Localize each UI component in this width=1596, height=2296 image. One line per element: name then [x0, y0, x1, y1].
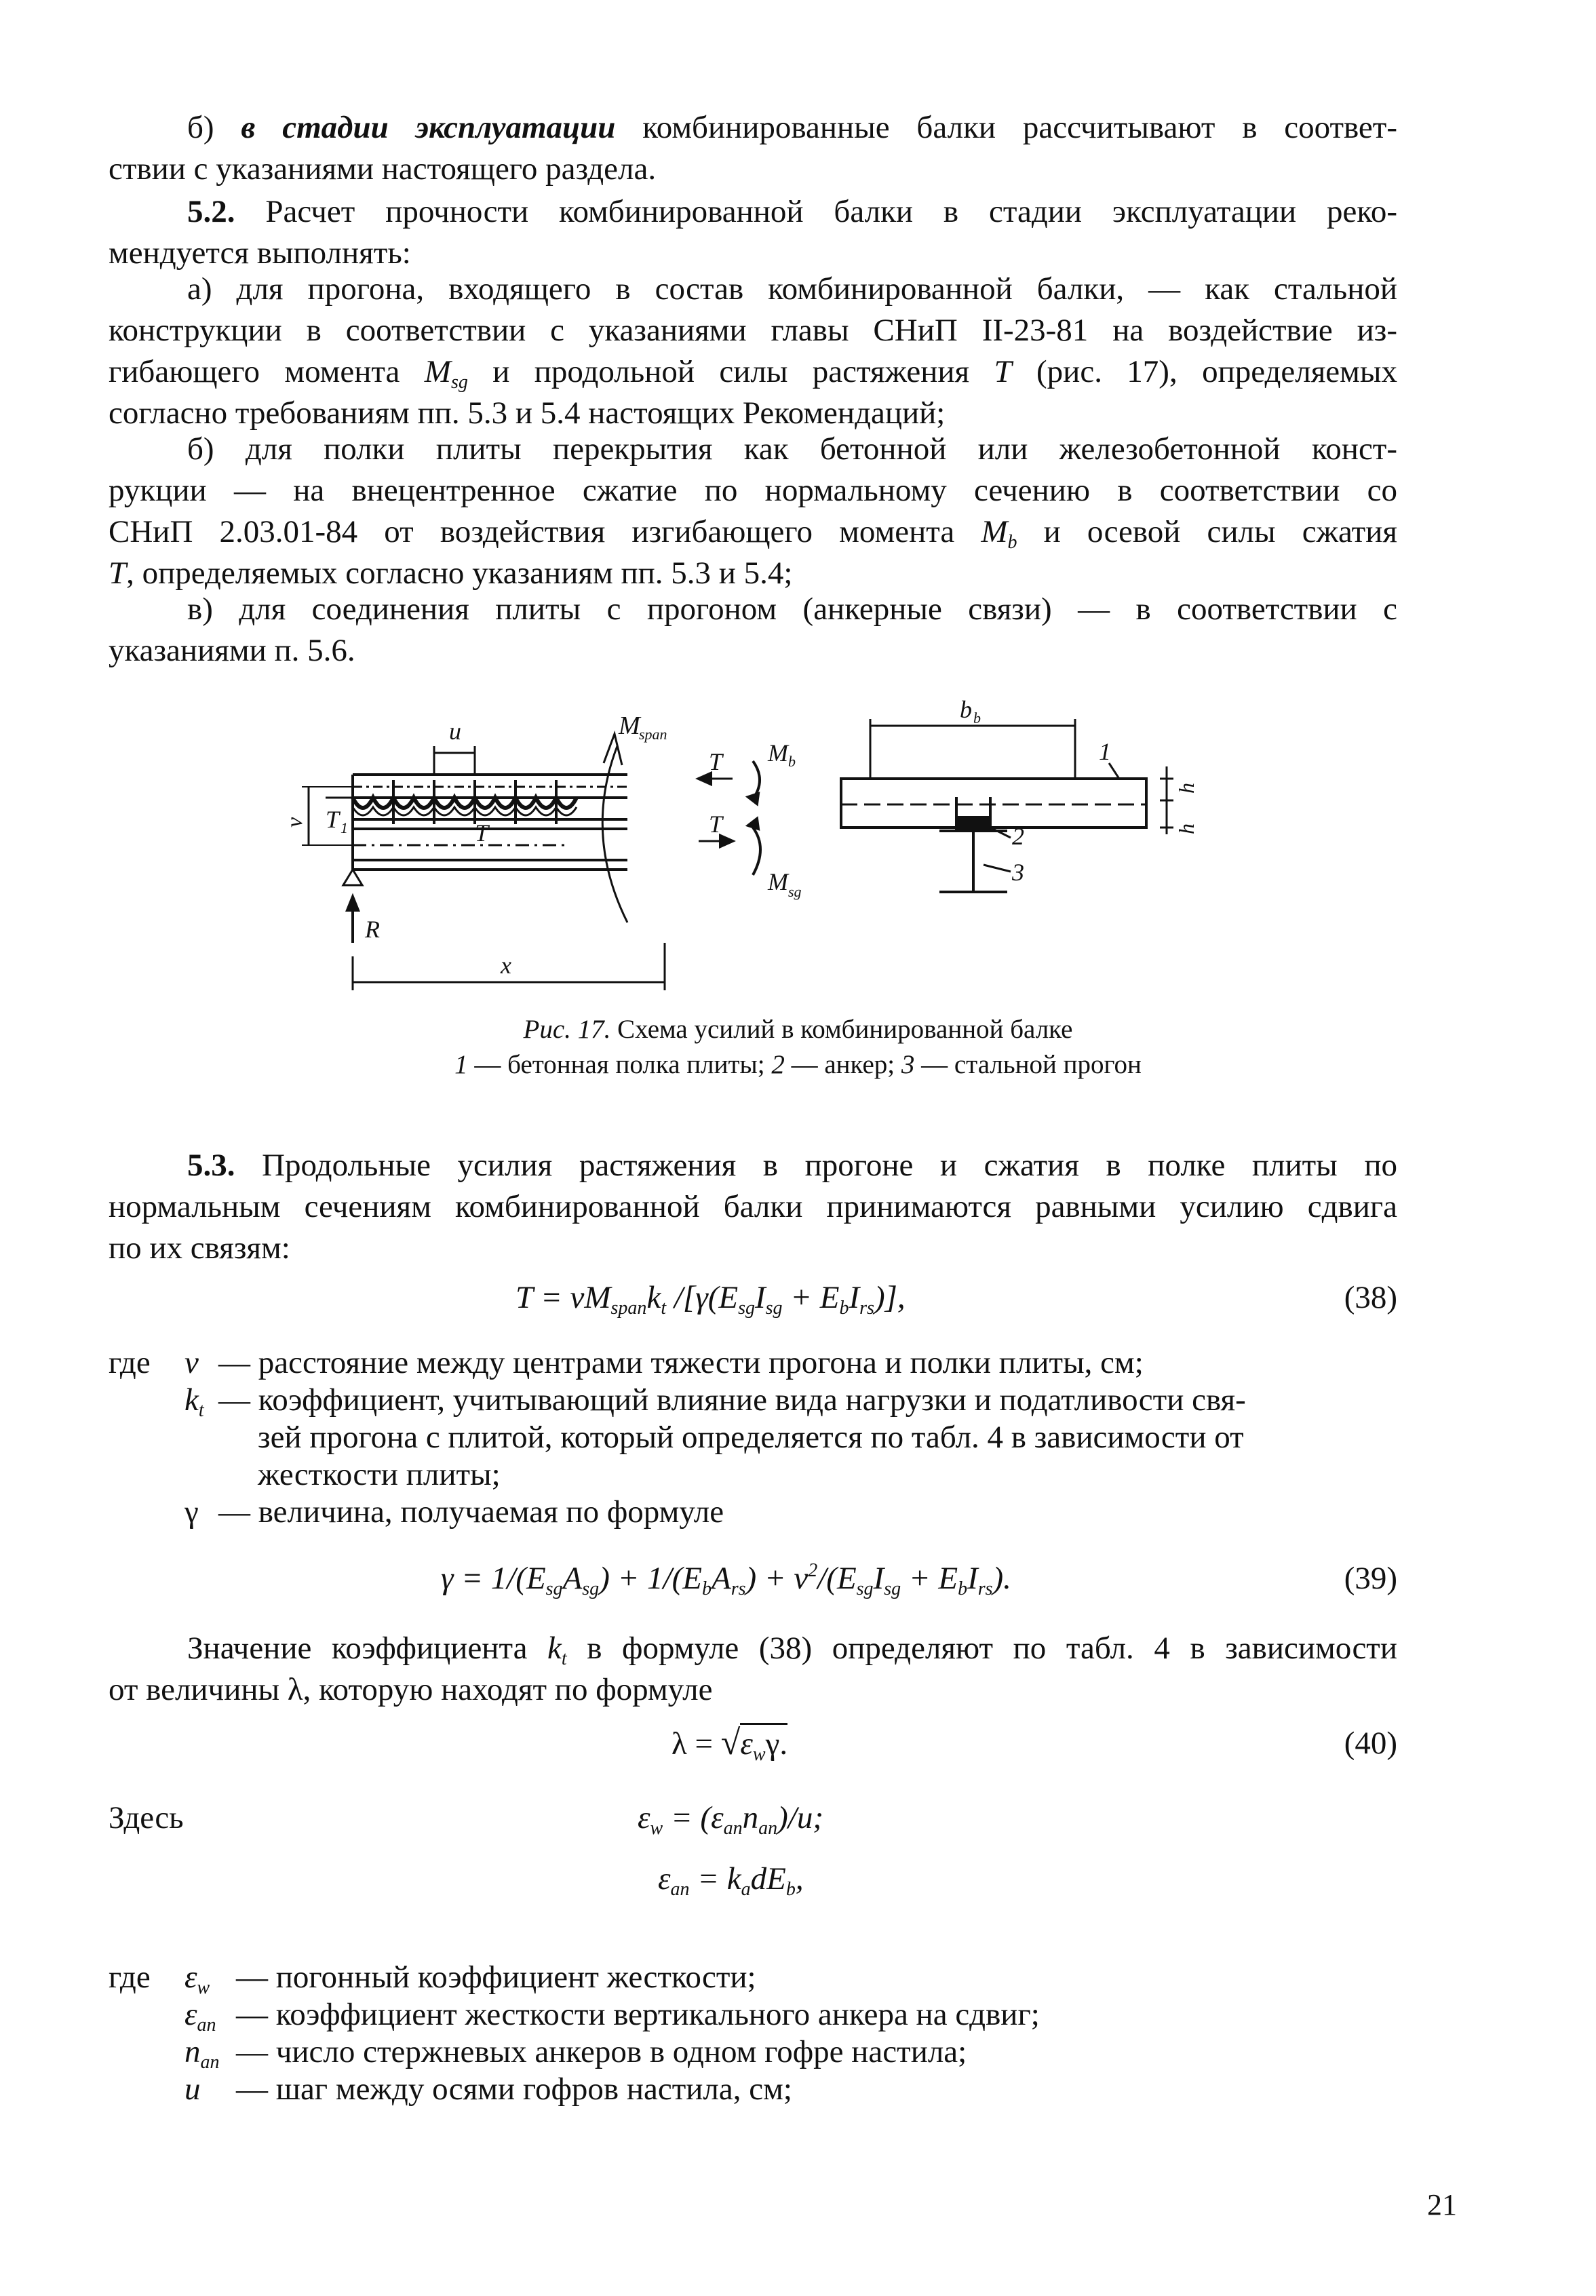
svg-text:R: R	[365, 916, 380, 943]
paragraph-operation-stage: б) в стадии эксплуатации комбинированные балки рассчитывают в соответ- ствии с указаниями настоящего раздела.	[109, 110, 1397, 187]
definitions-formula-38: где v — расстояние между центрами тяжести прогона и полки плиты, см; $k_t$ — коэффициент, учитывающий влияние вида нагрузки и податливости свя- зей прогона с плитой, который определяется по табл. 4 в зависимости от жесткости плиты; γ — величина, получаемая по формуле	[109, 1345, 1246, 1530]
svg-text:h: h	[1174, 783, 1199, 794]
svg-text:b: b	[973, 709, 981, 726]
beam-cross-section	[841, 719, 1173, 892]
formula-40: $\lambda = √\varepsilon_w\gamma$. (40)	[109, 1719, 1397, 1767]
definitions-epsilon: где $\varepsilon_w$ — погонный коэффициент жесткости; $\varepsilon_{an}$ — коэффициент жесткости вертикального анкера на сдвиг; $n_{an}$ — число стержневых анкеров в одном гофре настила; u — шаг между осями гофров настила, см;	[109, 1960, 1040, 2107]
svg-text:T: T	[475, 819, 489, 847]
formula-epsilon-w: Здесь $\varepsilon_w = (\varepsilon_{an}n_{an})/u$;	[109, 1800, 823, 1839]
figure-caption: Рис. 17. Схема усилий в комбинированной балке 1 — бетонная полка плиты; 2 — анкер; 3 — стальной прогон	[454, 1015, 1142, 1079]
formula-number-39: (39)	[1344, 1561, 1397, 1596]
formula-number-38: (38)	[1344, 1280, 1397, 1315]
svg-text:T: T	[709, 748, 723, 775]
section-number-5-3: 5.3.	[187, 1148, 235, 1183]
paragraph-item-a: а) для прогона, входящего в состав комбинированной балки, — как стальной конструкции в соответствии с указаниями главы СНиП II-23-81 на воздействие из- гибающего момента $M_{sg}$ и продольной силы растяжения T (рис. 17), определяемых согласно требованиям пп. 5.3 и 5.4 настоящих Рекомендаций;	[109, 271, 1397, 431]
formula-39: $\gamma = 1/(E_{sg}A_{sg}) + 1/(E_bA_{rs}) + v^2/(E_{sg}I_{sg} + E_bI_{rs})$. (39)	[109, 1555, 1397, 1602]
svg-text:M: M	[619, 712, 640, 740]
section-number-5-2: 5.2.	[187, 194, 235, 229]
svg-text:1: 1	[1099, 738, 1111, 765]
svg-text:b: b	[960, 696, 972, 723]
svg-text:v: v	[282, 817, 307, 828]
paragraph-5-3: 5.3. Продольные усилия растяжения в прогоне и сжатия в полке плиты по нормальным сечениям комбинированной балки принимаются равными усилию сдвига по их связям:	[109, 1148, 1397, 1266]
svg-text:1: 1	[340, 819, 348, 836]
paragraph-coefficient-kt: Значение коэффициента $k_t$ в формуле (38) определяют по табл. 4 в зависимости от величины λ, которую находят по формуле	[109, 1631, 1397, 1707]
svg-text:span: span	[639, 726, 667, 743]
figure-labels	[282, 696, 1199, 979]
svg-text:b: b	[788, 753, 796, 770]
svg-text:M: M	[768, 868, 788, 895]
formula-epsilon-an: $\varepsilon_{an} = k_adE_b$,	[658, 1861, 804, 1900]
paragraph-5-2: 5.2. Расчет прочности комбинированной балки в стадии эксплуатации реко- мендуется выполнять:	[109, 194, 1397, 271]
figure-17-diagram	[282, 696, 1248, 1004]
paragraph-item-b: б) для полки плиты перекрытия как бетонной или железобетонной конст- рукции — на внецентренное сжатие по нормальному сечению в соответствии со СНиП 2.03.01-84 от воздействия изгибающего момента $M_b$ и осевой силы сжатия T, определяемых согласно указаниям пп. 5.3 и 5.4;	[109, 431, 1397, 591]
beam-side-view	[302, 734, 760, 990]
page-number: 21	[1427, 2188, 1457, 2221]
emphasis-operation-stage: в стадии эксплуатации	[241, 110, 616, 145]
svg-text:T: T	[709, 811, 723, 838]
svg-text:T: T	[326, 806, 340, 833]
radical-sign: √	[720, 1724, 741, 1762]
svg-text:u: u	[449, 718, 461, 745]
svg-text:sg: sg	[788, 883, 802, 900]
paragraph-item-v: в) для соединения плиты с прогоном (анкерные связи) — в соответствии с указаниями п. 5.6.	[109, 591, 1397, 668]
svg-text:3: 3	[1012, 859, 1024, 886]
formula-38: $T = vM_{span}k_t$ $/[\gamma(E_{sg}I_{sg} + E_bI_{rs})]$, (38)	[109, 1274, 1397, 1321]
svg-text:2: 2	[1012, 823, 1024, 850]
svg-text:h: h	[1174, 823, 1199, 834]
formula-number-40: (40)	[1344, 1726, 1397, 1761]
svg-text:M: M	[768, 739, 788, 766]
svg-text:x: x	[501, 952, 511, 979]
